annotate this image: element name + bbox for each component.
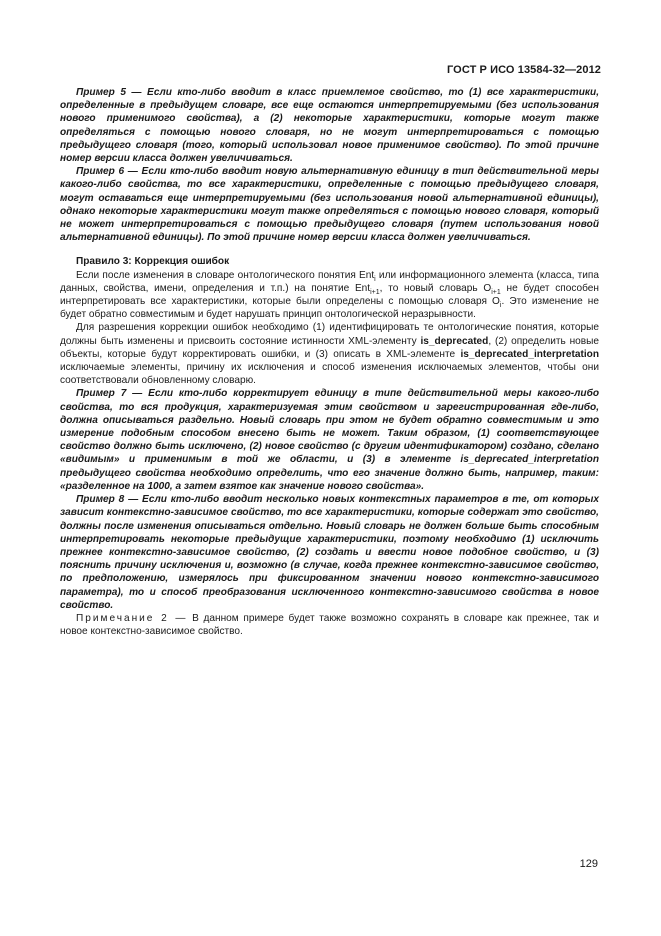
example-5-text: Если кто-либо вводит в класс приемлемое свойство, то (1) все характеристики, определенные в предыдущем словаре, все еще остаются интерпретируемыми (без использования нового применимого свойства), а (2) некоторые характеристики, которые могут также определяться с помощью нового словаря, но не могут интерпретироваться с помощью предыдущего словаря (того, который использовал новое применимое свойство). По этой причине номер версии класса должен увеличиваться. [60,87,600,165]
document-header: ГОСТ Р ИСО 13584-32—2012 [446,64,601,76]
note-2 [60,612,599,638]
example-6 [60,165,599,244]
is-deprecated-term: is_deprecated [420,335,489,347]
example-6-label: Пример 6 — [76,166,138,178]
example-5 [60,86,599,165]
is-deprecated-interpretation-term: is_deprecated_interpretation [460,348,599,360]
example-7 [60,387,599,493]
example-7-text: Если кто-либо корректирует единицу в типе действительной меры какого-либо свойства, то вся продукция, характеризуемая этим свойством и зарегистрированная где-либо, должна описываться раздельно. Новый словарь при этом не будет обратно совместимым и это измерение подобным способом внесено быть не может. Таким образом, (1) соответствующее свойство должно быть исключено, (2) новое свойство (с другим идентификатором) создано, сделано «видимым» и применимым в той же области, и (3) в элементе is_deprecated_interpretation предыдущего свойства необходимо определить, что его значение должно быть, например, таким: «разделенное на 1000, а затем взятое как значение нового свойства». [60,388,599,492]
example-8-text: Если кто-либо вводит несколько новых контекстных параметров в те, от которых зависит контекстно-зависимое свойство, то все характеристики, которые содержат это свойство, должны после изменения описываться отдельно. Новый словарь не должен больше быть способным интерпретировать некоторые предыдущие характеристики, поэтому необходимо (1) исключить прежнее контекстно-зависимое свойство, (2) создать и ввести новое подобное свойство, и (3) пояснить причину исключения и, возможно (в случае, когда прежнее контекстно-зависимое свойство, по предположению, измерялось при фиксированном значении нового контекстно-зависимого параметра), то и способ преобразования исключенного контекстно-зависимого свойства в новое свойство. [60,494,599,611]
example-8-label: Пример 8 — [76,494,139,506]
rule-3-paragraph: Если после изменения в словаре онтологического понятия Ent$_i$ или информационного элемента (класса, типа данных, свойства, имени, определения и т.п.) на понятие Ent$_{i+1}$, то новый словарь $O_{i+1}$ не будет способен интерпретировать все характеристики, которые были определены с помощью словаря $O_i$. Это изменение не будет обратно совместимым и будет нарушать принцип онтологической неразрывности. [60,269,600,321]
note-2-label: Примечание 2 — [76,612,188,624]
example-6-text: Если кто-либо вводит новую альтернативную единицу в тип действительной меры какого-либо свойства, то все характеристики, определенные с помощью предыдущего словаря, могут оставаться еще интерпретируемыми (без использования новой альтернативной единицы), однако некоторые характеристики могут также определяться с помощью нового словаря, который не может интерпретироваться с помощью предыдущего словаря (путем использования новой альтернативной единицы). По этой причине номер версии класса должен увеличиваться. [60,166,599,244]
rule-3-heading: Правило 3: Коррекция ошибок [76,256,230,268]
example-8 [60,493,599,612]
error-correction-paragraph: Для разрешения коррекции ошибок необходимо (1) идентифицировать те онтологические понятия, которые должны быть изменены и присвоить состояние истинности XML-элементу is_deprecated, (2) определить новые объекты, которые будут корректировать ошибки, и (3) описать в XML-элементе is_deprecated_interpretation исключаемые элементы, причину их исключения и способ изменения исключаемых элементов, чтобы они соответствовали обновленному словарю. [60,322,599,387]
document-body [60,86,599,638]
example-7-label: Пример 7 — [76,388,143,400]
example-5-label: Пример 5 — [76,87,142,98]
page-number: 129 [579,858,598,870]
note-2-text: В данном примере будет также возможно сохранять в словаре как прежнее, так и новое контекстно-зависимое свойство. [60,612,599,638]
